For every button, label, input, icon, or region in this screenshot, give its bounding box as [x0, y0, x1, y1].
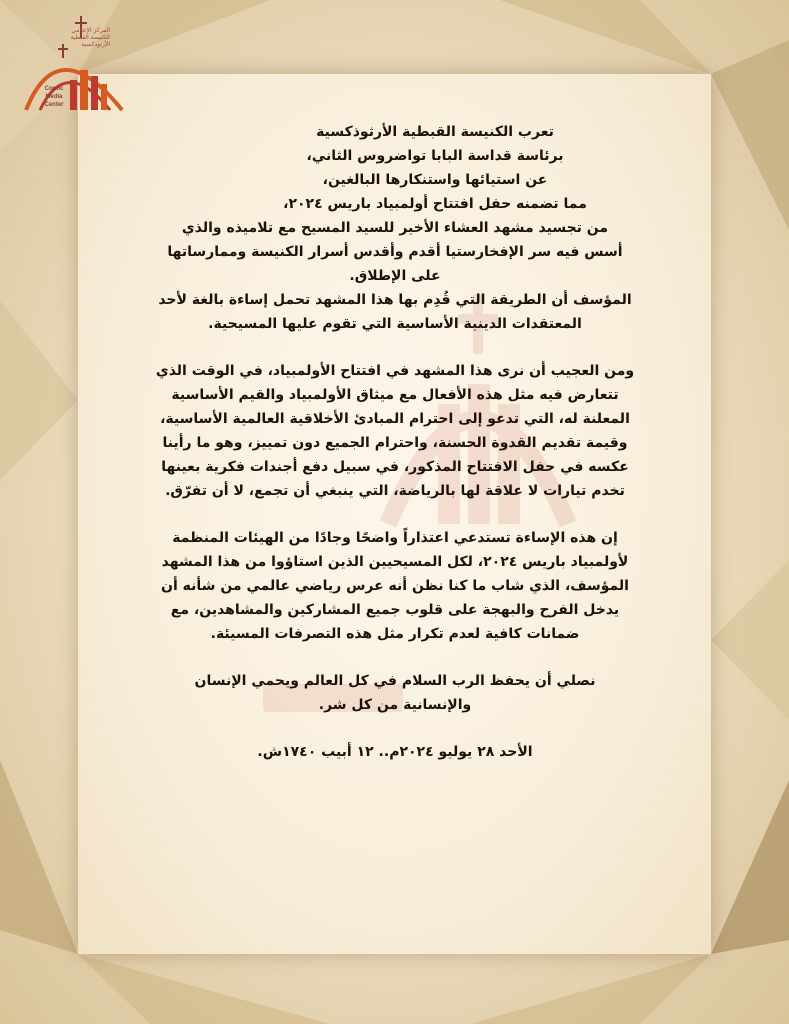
paragraph2-line: عكسه في حفل الافتتاح المذكور، في سبيل دفع أجندات فكرية بعينها — [161, 459, 629, 475]
paragraph3-line: ضمانات كافية لعدم تكرار مثل هذه التصرفات المسيئة. — [210, 626, 580, 642]
paragraph2-line: تخدم تيارات لا علاقة لها بالرياضة، التي ينبغي أن تجمع، لا أن تفرّق. — [165, 483, 625, 499]
paragraph2-line: المعلنة له، التي تدعو إلى احترام المبادئ الأخلاقية العالمية الأساسية، — [160, 411, 630, 427]
intro-line: من تجسيد مشهد العشاء الأخير للسيد المسيح مع تلاميذه والذي — [181, 220, 609, 236]
intro-line: مما تضمنه حفل افتتاح أولمبياد باريس ٢٠٢٤، — [283, 196, 587, 212]
logo-english-text: Coptic Media Center — [44, 86, 64, 108]
paragraph3-line: يدخل الفرح والبهجة على قلوب جميع المشاركين والمشاهدين، مع — [170, 602, 620, 618]
statement-date: الأحد ٢٨ يوليو ٢٠٢٤م.. ١٢ أبيب ١٧٤٠ش. — [257, 744, 533, 760]
prayer-line: والإنسانية من كل شر. — [318, 697, 472, 713]
paragraph2-line: ومن العجيب أن نرى هذا المشهد في افتتاح الأولمبياد، في الوقت الذي — [155, 363, 635, 379]
paragraph3-line: لأولمبياد باريس ٢٠٢٤، لكل المسيحيين الذين استاؤوا من هذا المشهد — [161, 554, 629, 570]
intro-line: المعتقدات الدينية الأساسية التي تقوم عليها المسيحية. — [208, 316, 582, 332]
intro-line: أسس فيه سر الإفخارستيا أقدم وأقدس أسرار الكنيسة وممارساتها — [167, 244, 623, 260]
paragraph2-line: وقيمة تقديم القدوة الحسنة، واحترام الجميع دون تمييز، وهو ما رأينا — [162, 435, 628, 451]
paragraph3-line: إن هذه الإساءة تستدعي اعتذاراً واضحًا وجادًا من الهيئات المنظمة — [172, 530, 618, 546]
intro-line: المؤسف أن الطريقة التي قُدِم بها هذا المشهد تحمل إساءة بالغة لأحد — [158, 292, 632, 308]
coptic-media-center-logo — [18, 10, 126, 114]
statement-body — [90, 120, 700, 764]
paragraph2-line: تتعارض فيه مثل هذه الأفعال مع ميثاق الأولمبياد والقيم الأساسية — [171, 387, 619, 403]
paragraph3-line: المؤسف، الذي شاب ما كنا نظن أنه عرس رياضي عالمي من شأنه أن — [161, 578, 629, 594]
logo-arabic-text: المركز الإعلامي للكنيسة القبطية الأرثوذكسية — [70, 27, 110, 48]
church-logo-icon — [18, 10, 126, 114]
prayer-line: نصلي أن يحفظ الرب السلام في كل العالم ويحمي الإنسان — [194, 673, 596, 689]
intro-line: تعرب الكنيسة القبطية الأرثوذكسية — [316, 124, 554, 140]
intro-line: عن استيائها واستنكارها البالغين، — [322, 172, 548, 188]
intro-line: على الإطلاق. — [349, 268, 441, 284]
intro-line: برئاسة قداسة البابا تواضروس الثاني، — [306, 148, 564, 164]
